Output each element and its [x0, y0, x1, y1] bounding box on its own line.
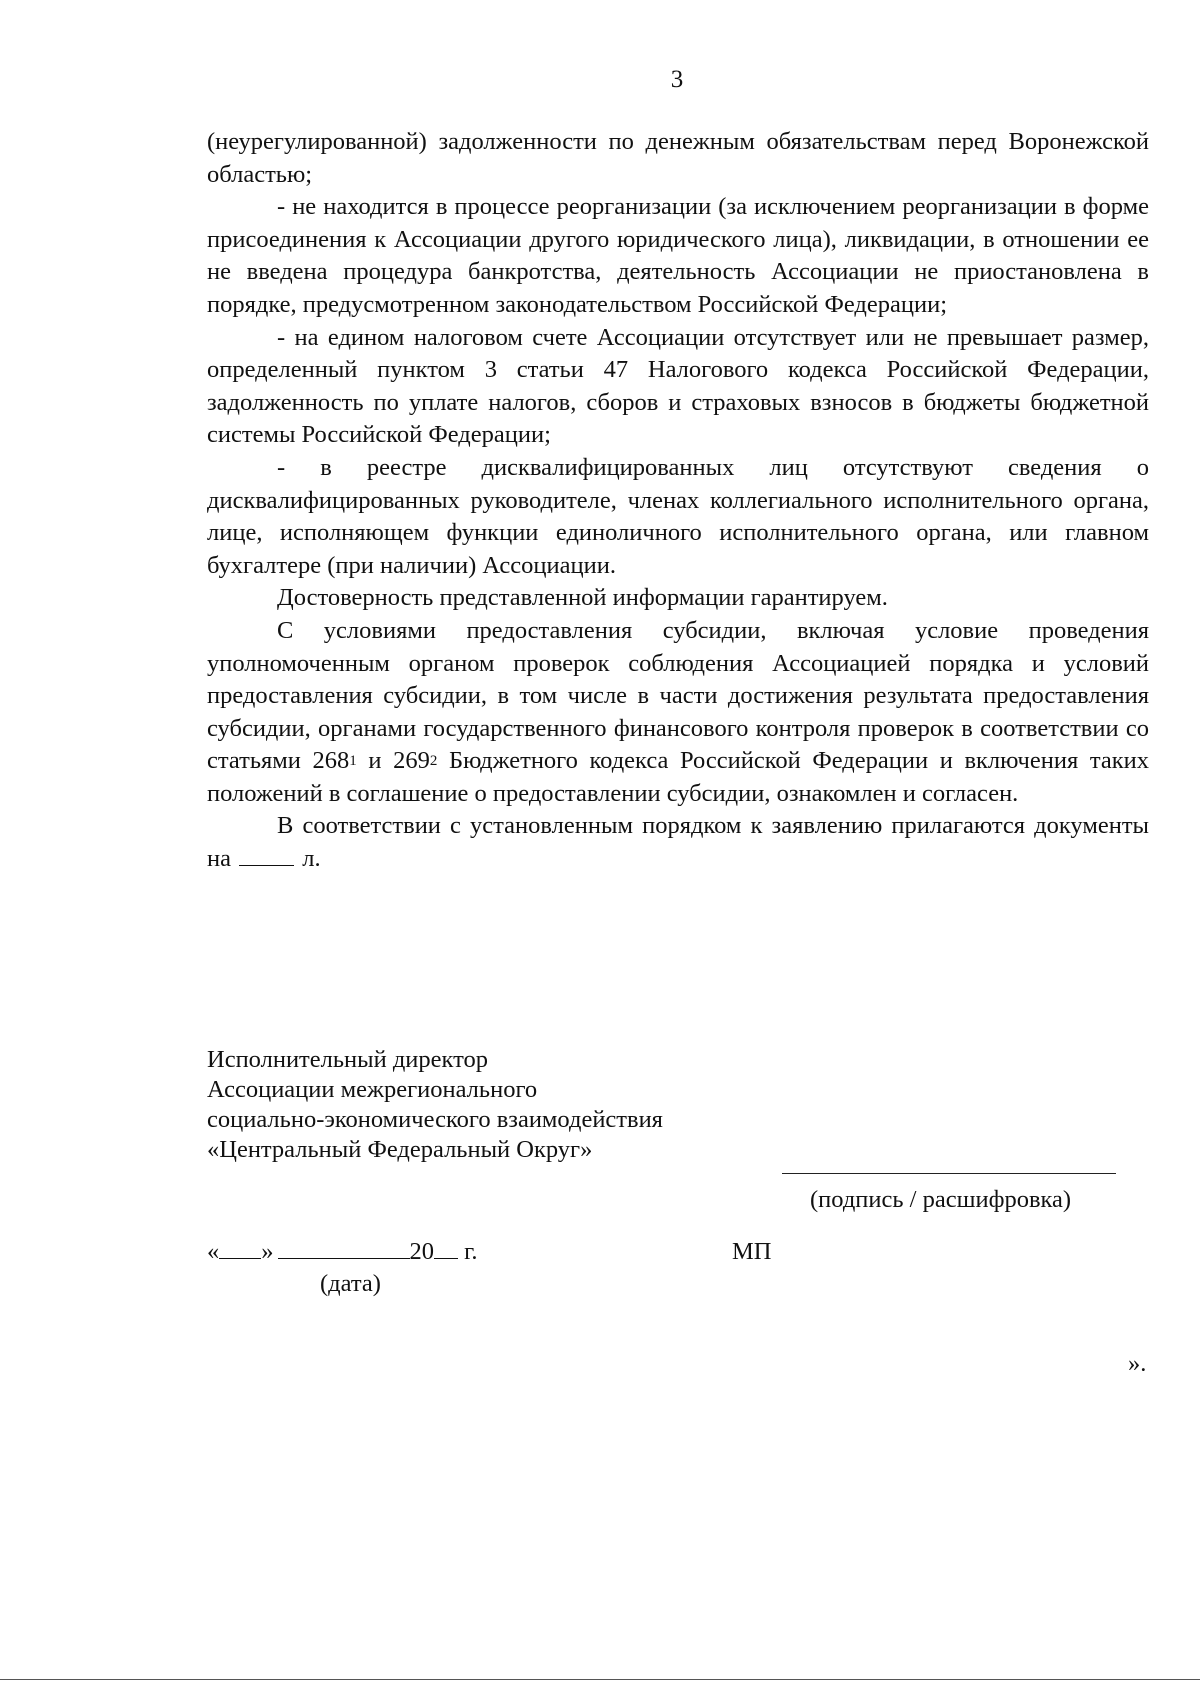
- year-prefix: 20: [409, 1238, 434, 1265]
- signatory-org-line-1: Ассоциации межрегионального: [207, 1076, 538, 1103]
- year-blank: [434, 1238, 458, 1259]
- document-body: [207, 126, 1149, 876]
- closing-quote-mark: ».: [1128, 1350, 1147, 1377]
- footnote-sup-2: 2: [429, 753, 438, 770]
- stamp-label: МП: [732, 1238, 772, 1265]
- footnote-sup-1: 1: [349, 753, 357, 770]
- month-blank: [278, 1238, 410, 1259]
- page-number: 3: [670, 66, 684, 93]
- signatory-title: Исполнительный директор: [207, 1046, 489, 1073]
- date-close-quote: »: [261, 1238, 274, 1265]
- signature-caption: (подпись / расшифровка): [810, 1186, 1072, 1213]
- date-caption: (дата): [320, 1270, 381, 1297]
- scan-edge-line: [0, 1679, 1200, 1680]
- day-blank: [219, 1238, 261, 1259]
- paragraph-tax-account: - на едином налоговом счете Ассоциации отсутствует или не превышает размер, определенный пунктом 3 статьи 47 Налогового кодекса Российской Федерации, задолженность по уплате налогов, сборов и страховых взносов в бюджеты бюджетной системы Российской Федерации;: [207, 323, 1149, 449]
- date-open-quote: «: [207, 1238, 220, 1265]
- paragraph-debt-region: (неурегулированной) задолженности по денежным обязательствам перед Воронежской областью;: [207, 128, 1149, 188]
- paragraph-reorganization: - не находится в процессе реорганизации (за исключением реорганизации в форме присоединения к Ассоциации другого юридического лица), ликвидации, в отношении ее не введена процедура банкротства, деятельность Ассоциации не приостановлена в порядке, предусмотренном законодательством Российской Федерации;: [207, 193, 1149, 318]
- year-suffix: г.: [464, 1238, 478, 1265]
- signatory-org-line-3: «Центральный Федеральный Округ»: [207, 1136, 593, 1163]
- paragraph-attachments: В соответствии с установленным порядком к заявлению прилагаются документы на л.: [207, 812, 1149, 873]
- paragraph-disqualified-persons: - в реестре дисквалифицированных лиц отсутствуют сведения о дисквалифицированных руководителе, членах коллегиального исполнительного органа, лице, исполняющем функции единоличного исполнительного органа, или главном бухгалтере (при наличии) Ассоциации.: [207, 453, 1149, 579]
- signatory-org-line-2: социально-экономического взаимодействия: [207, 1106, 663, 1133]
- paragraph-reliability: Достоверность представленной информации гарантируем.: [277, 584, 888, 612]
- signatory-block: [207, 1045, 663, 1165]
- paragraph-conditions: С условиями предоставления субсидии, включая условие проведения уполномоченным органом проверок соблюдения Ассоциацией порядка и условий предоставления субсидии, в том числе в части достижения результата предоставления субсидии, органами государственного финансового контроля проверок в соответствии со статьями $268^1$ и $269^2$ Бюджетного кодекса Российской Федерации и включения таких положений в соглашение о предоставлении субсидии, ознакомлен и согласен.: [207, 616, 1149, 807]
- signature-line: [782, 1173, 1116, 1174]
- pages-count-blank: [239, 843, 294, 866]
- date-row: [207, 1238, 478, 1266]
